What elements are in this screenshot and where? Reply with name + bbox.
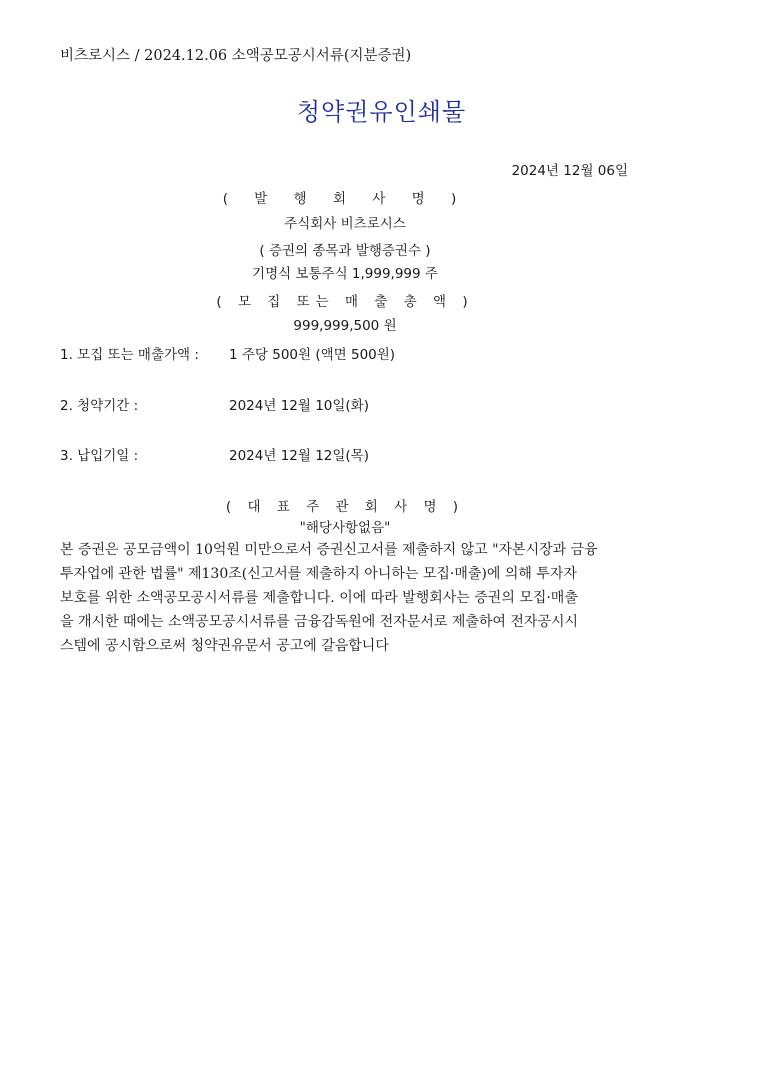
notice-line: 스템에 공시함으로써 청약권유문서 공고에 갈음합니다 — [60, 638, 389, 654]
securities-label: ( 증권의 종목과 발행증권수 ) — [259, 243, 431, 259]
issuer-label: ( 발 행 회 사 명 ) — [222, 191, 468, 207]
item-offering-price-label: 1. 모집 또는 매출가액 : — [60, 347, 199, 363]
notice-line: 본 증권은 공모금액이 10억원 미만으로서 증권신고서를 제출하지 않고 "자본시장과 금융 — [60, 542, 598, 558]
item-subscription-period-label: 2. 청약기간 : — [60, 398, 139, 414]
notice-paragraph — [60, 538, 660, 658]
document-header: 비츠로시스 / 2024.12.06 소액공모공시서류(지분증권) — [60, 48, 412, 64]
notice-line: 을 개시한 때에는 소액공모공시서류를 금융감독원에 전자문서로 제출하여 전자공시시 — [60, 614, 579, 630]
document-date: 2024년 12월 06일 — [511, 163, 628, 179]
item-offering-price-value: 1 주당 500원 (액면 500원) — [229, 347, 396, 363]
issuer-name: 주식회사 비츠로시스 — [284, 216, 406, 232]
item-payment-date-label: 3. 납입기일 : — [60, 448, 139, 464]
manager-label: ( 대 표 주 관 회 사 명 ) — [225, 499, 465, 515]
notice-line: 보호를 위한 소액공모공시서류를 제출합니다. 이에 따라 발행회사는 증권의 모집·매출 — [60, 590, 578, 606]
offering-total-label: ( 모 집 또는 매 출 총 액 ) — [216, 294, 474, 310]
item-payment-date-value: 2024년 12월 12일(목) — [229, 448, 369, 464]
offering-total-value: 999,999,500 원 — [293, 318, 397, 334]
item-subscription-period-value: 2024년 12월 10일(화) — [229, 398, 369, 414]
manager-value: "해당사항없음" — [299, 520, 391, 536]
securities-value: 기명식 보통주식 1,999,999 주 — [252, 266, 438, 282]
page-title: 청약권유인쇄물 — [296, 98, 467, 126]
notice-line: 투자업에 관한 법률" 제130조(신고서를 제출하지 아니하는 모집·매출)에 의해 투자자 — [60, 566, 577, 582]
